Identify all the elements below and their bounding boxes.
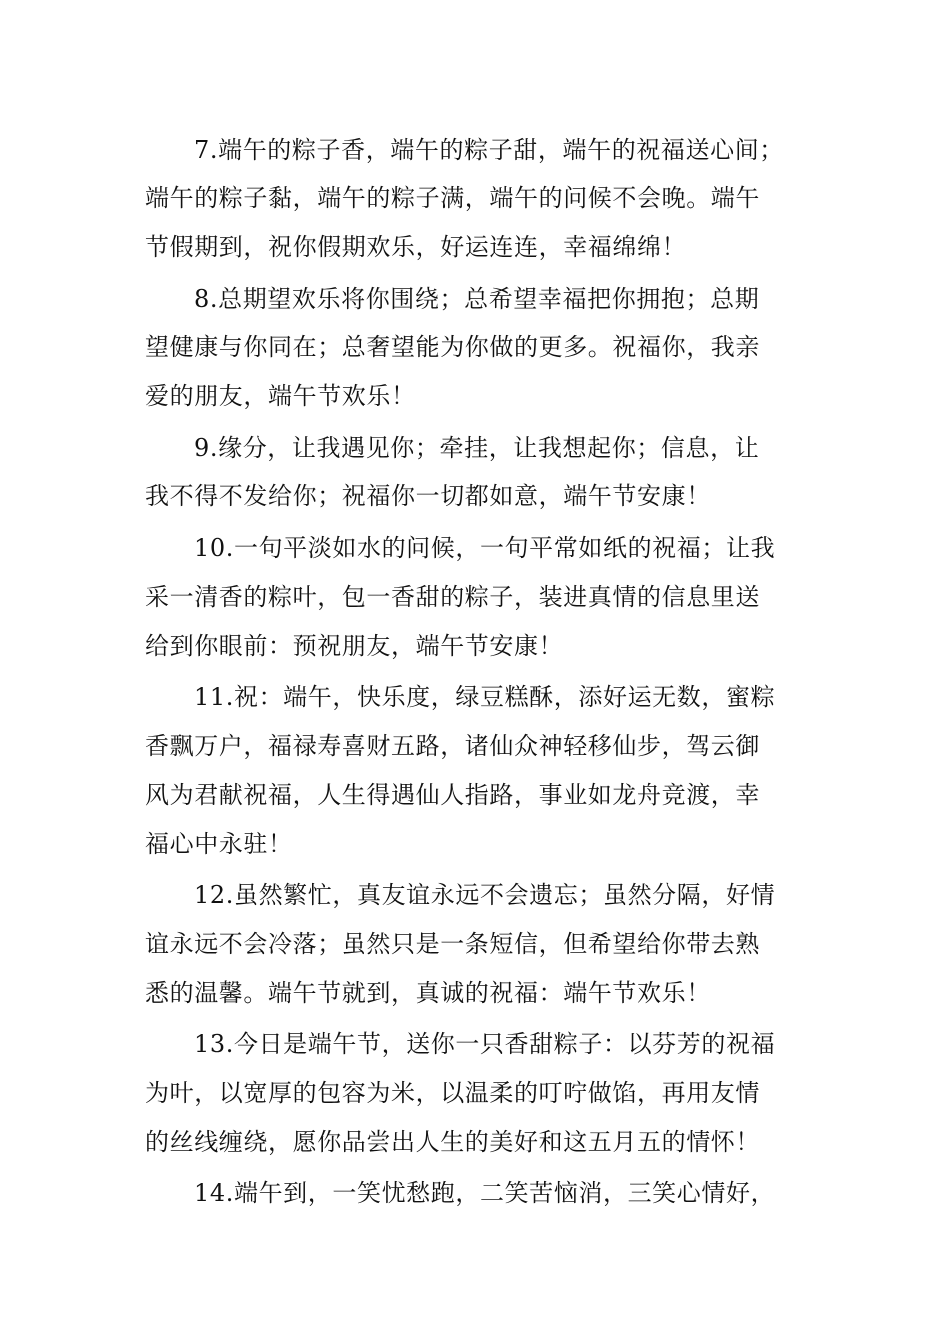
paragraph-10-line-1: 10.一句平淡如水的问候，一句平常如纸的祝福；让我: [194, 534, 776, 562]
paragraph-13-line-2: 为叶，以宽厚的包容为米，以温柔的叮咛做馅，再用友情: [145, 1079, 760, 1107]
paragraph-12-line-3: 悉的温馨。端午节就到，真诚的祝福：端午节欢乐！: [145, 979, 711, 1007]
paragraph-11-line-1: 11.祝：端午，快乐度，绿豆糕酥，添好运无数，蜜粽: [194, 683, 776, 711]
paragraph-12-line-1: 12.虽然繁忙，真友谊永远不会遗忘；虽然分隔，好情: [194, 881, 776, 909]
paragraph-7-line-1: 7.端午的粽子香，端午的粽子甜，端午的祝福送心间；: [194, 136, 784, 164]
paragraph-7-line-2: 端午的粽子黏，端午的粽子满，端午的问候不会晚。端午: [145, 184, 760, 212]
paragraph-8-line-3: 爱的朋友，端午节欢乐！: [145, 382, 416, 410]
paragraph-9-line-2: 我不得不发给你；祝福你一切都如意，端午节安康！: [145, 482, 711, 510]
paragraph-13-line-1: 13.今日是端午节，送你一只香甜粽子：以芬芳的祝福: [194, 1030, 776, 1058]
paragraph-14-line-1: 14.端午到，一笑忧愁跑，二笑苦恼消，三笑心情好，: [194, 1179, 776, 1207]
paragraph-8-line-2: 望健康与你同在；总奢望能为你做的更多。祝福你，我亲: [145, 333, 760, 361]
paragraph-9-line-1: 9.缘分，让我遇见你；牵挂，让我想起你；信息，让: [194, 434, 760, 462]
paragraph-10-line-2: 采一清香的粽叶，包一香甜的粽子，装进真情的信息里送: [145, 583, 760, 611]
paragraph-10-line-3: 给到你眼前：预祝朋友，端午节安康！: [145, 632, 564, 660]
paragraph-11-line-3: 风为君献祝福，人生得遇仙人指路，事业如龙舟竞渡，幸: [145, 781, 760, 809]
paragraph-11-line-4: 福心中永驻！: [145, 830, 293, 858]
paragraph-13-line-3: 的丝线缠绕，愿你品尝出人生的美好和这五月五的情怀！: [145, 1128, 760, 1156]
paragraph-7-line-3: 节假期到，祝你假期欢乐，好运连连，幸福绵绵！: [145, 233, 687, 261]
paragraph-8-line-1: 8.总期望欢乐将你围绕；总希望幸福把你拥抱；总期: [194, 285, 760, 313]
paragraph-12-line-2: 谊永远不会冷落；虽然只是一条短信，但希望给你带去熟: [145, 930, 760, 958]
paragraph-11-line-2: 香飘万户，福禄寿喜财五路，诸仙众神轻移仙步，驾云御: [145, 732, 760, 760]
